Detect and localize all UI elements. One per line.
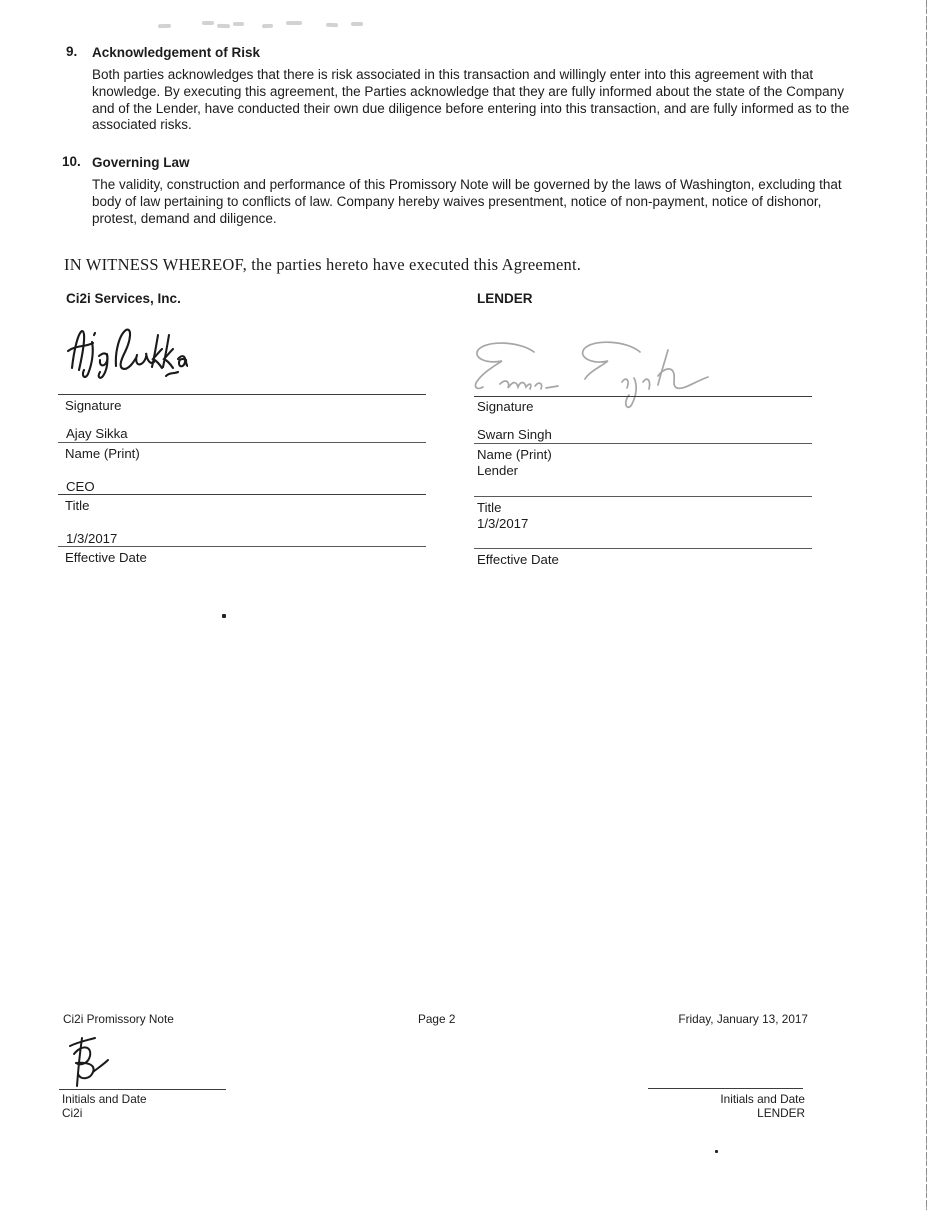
ink-speck	[222, 614, 226, 618]
company-title-value: CEO	[66, 479, 95, 494]
lender-signature-line	[474, 396, 812, 397]
company-initials-party: Ci2i	[62, 1106, 83, 1120]
section-body: Both parties acknowledges that there is risk associated in this transaction and willingly enter into this agreement with that knowledge. By executing this agreement, the Parties acknowledge that they are fully informed about the state of the Company and of the Lender, have conducted their own due diligence before entering into this transaction, and are fully informed as to the associated risks.	[92, 67, 850, 133]
lender-initials-line	[648, 1088, 803, 1089]
lender-title-line	[474, 496, 812, 497]
section-10	[62, 154, 862, 227]
section-9	[66, 44, 862, 134]
lender-initials-label: Initials and Date	[720, 1092, 805, 1106]
company-name-value: Ajay Sikka	[66, 426, 128, 441]
company-date-label: Effective Date	[65, 550, 147, 565]
company-date-line	[58, 546, 426, 547]
company-initials-image	[66, 1032, 111, 1090]
company-signature-image	[66, 322, 188, 384]
lender-date-label: Effective Date	[477, 552, 559, 567]
lender-name-line	[474, 443, 812, 444]
section-number: 9.	[66, 44, 78, 59]
section-number: 10.	[62, 154, 81, 169]
lender-title-sub-label: 1/3/2017	[477, 516, 529, 531]
company-title-line	[58, 494, 426, 495]
company-name-line	[58, 442, 426, 443]
company-heading: Ci2i Services, Inc.	[66, 291, 181, 306]
company-signature-label: Signature	[65, 398, 122, 413]
company-initials-label: Initials and Date	[62, 1092, 147, 1106]
company-title-label: Title	[65, 498, 90, 513]
witness-clause: IN WITNESS WHEREOF, the parties hereto have executed this Agreement.	[64, 255, 582, 274]
section-heading: Governing Law	[92, 155, 190, 170]
lender-initials-party: LENDER	[757, 1106, 805, 1120]
lender-name-value: Swarn Singh	[477, 427, 552, 442]
lender-name-sub-label: Lender	[477, 463, 519, 478]
section-heading: Acknowledgement of Risk	[92, 45, 261, 60]
lender-date-line	[474, 548, 812, 549]
lender-name-label: Name (Print)	[477, 447, 552, 462]
lender-heading: LENDER	[477, 291, 533, 306]
footer-page-number: Page 2	[418, 1012, 456, 1026]
lender-signature-label: Signature	[477, 399, 534, 414]
company-date-value: 1/3/2017	[66, 531, 118, 546]
footer-doc-title: Ci2i Promissory Note	[63, 1012, 174, 1026]
ink-speck	[715, 1150, 718, 1153]
section-body: The validity, construction and performance of this Promissory Note will be governed by the laws of Washington, excluding that body of law pertaining to conflicts of law. Company hereby waives presentment, notice of non-payment, notice of dishonor, protest, demand and diligence.	[92, 177, 842, 226]
lender-title-label: Title	[477, 500, 502, 515]
company-initials-line	[59, 1089, 226, 1090]
footer-date: Friday, January 13, 2017	[678, 1012, 808, 1026]
company-name-label: Name (Print)	[65, 446, 140, 461]
page-edge-scan-line	[926, 0, 927, 1210]
company-signature-line	[58, 394, 426, 395]
